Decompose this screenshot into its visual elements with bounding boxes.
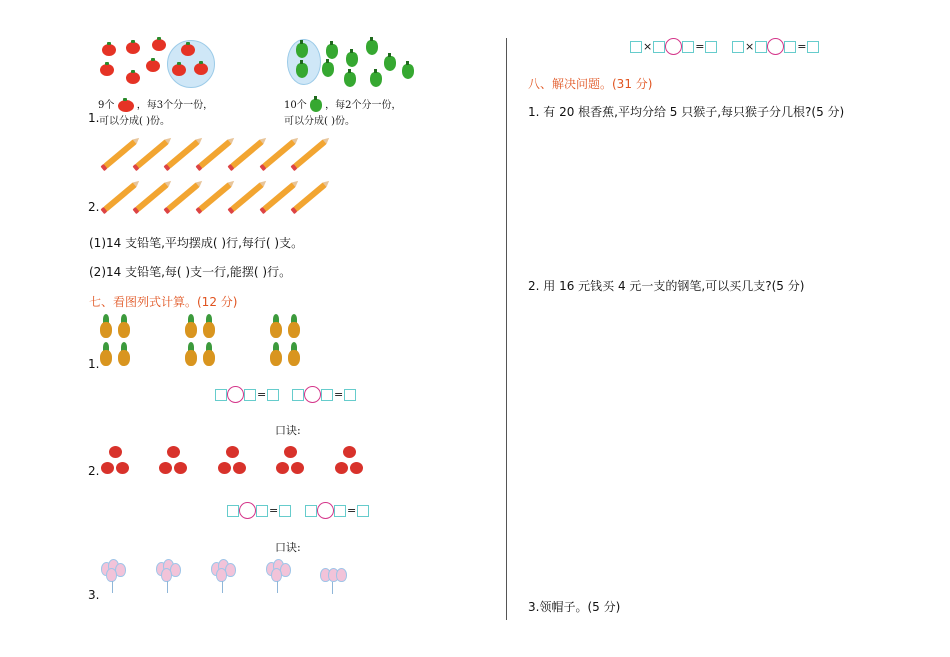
- pineapple-icon: [288, 342, 300, 366]
- equals-sign: =: [334, 388, 344, 401]
- pencil-icon: [166, 139, 200, 169]
- tomato-icon: [152, 39, 166, 51]
- pepper-icon: [384, 56, 396, 71]
- answer-box[interactable]: [630, 41, 642, 53]
- times-sign: ×: [643, 40, 653, 53]
- apple-icon: [350, 462, 363, 474]
- apple-icon: [167, 446, 180, 458]
- tomato-icon: [126, 72, 140, 84]
- pepper-icon: [346, 52, 358, 67]
- balloon-string: [277, 581, 278, 593]
- balloon-string: [222, 581, 223, 593]
- tomato-icon: [102, 44, 116, 56]
- pineapple-icon: [118, 314, 130, 338]
- answer-box[interactable]: [244, 389, 256, 401]
- right-q3: 3.领帽子。(5 分): [528, 600, 621, 614]
- balloon-string: [332, 582, 333, 594]
- pineapple-icon: [185, 342, 197, 366]
- balloon-figure: [98, 558, 358, 600]
- q1-text: 10个: [284, 100, 307, 111]
- answer-box[interactable]: [279, 505, 291, 517]
- tomato-icon: [194, 63, 208, 75]
- equals-sign: =: [257, 388, 267, 401]
- pencil-icon: [293, 182, 327, 212]
- answer-box[interactable]: [267, 389, 279, 401]
- apple-icon: [226, 446, 239, 458]
- answer-box[interactable]: [732, 41, 744, 53]
- apple-figure: [98, 444, 368, 478]
- answer-box[interactable]: [227, 505, 239, 517]
- apple-icon: [174, 462, 187, 474]
- pepper-icon: [370, 72, 382, 87]
- apple-icon: [116, 462, 129, 474]
- apple-icon: [233, 462, 246, 474]
- answer-box[interactable]: [705, 41, 717, 53]
- answer-box[interactable]: [305, 505, 317, 517]
- balloon-string: [112, 581, 113, 593]
- q2-number: 2.: [88, 200, 100, 214]
- pencil-icon: [103, 139, 137, 169]
- equation-row-2: [227, 502, 291, 519]
- p1-number: 1.: [88, 357, 100, 371]
- section7-title: 七、看图列式计算。(12 分): [89, 295, 238, 309]
- equation-row-1b: [292, 386, 356, 403]
- operator-circle[interactable]: [227, 386, 244, 403]
- p3-number: 3.: [88, 588, 100, 602]
- q1-number: 1.: [88, 111, 100, 125]
- apple-icon: [218, 462, 231, 474]
- tomato-icon: [181, 44, 195, 56]
- pepper-icon: [326, 44, 338, 59]
- answer-box[interactable]: [755, 41, 767, 53]
- pineapple-icon: [203, 342, 215, 366]
- tomato-icon: [118, 100, 134, 112]
- pineapple-icon: [100, 342, 112, 366]
- equation-row-top: [630, 38, 717, 55]
- q1-groupA-line1: [98, 96, 213, 112]
- pepper-icon: [344, 72, 356, 87]
- answer-box[interactable]: [256, 505, 268, 517]
- q2-sub1: (1)14 支铅笔,平均摆成( )行,每行( )支。: [89, 236, 304, 250]
- apple-icon: [109, 446, 122, 458]
- q1-text: ，每2个分一份，: [325, 100, 402, 111]
- q1-text: 9个: [98, 100, 115, 111]
- p2-number: 2.: [88, 464, 100, 478]
- pineapple-icon: [203, 314, 215, 338]
- pepper-icon: [322, 62, 334, 77]
- column-divider: [506, 38, 507, 620]
- pepper-icon: [366, 40, 378, 55]
- pencil-icon: [198, 182, 232, 212]
- equation-row-1: [215, 386, 279, 403]
- answer-box[interactable]: [321, 389, 333, 401]
- koujue-label-2: 口诀:: [275, 541, 301, 554]
- right-q1: 1. 有 20 根香蕉,平均分给 5 只猴子,每只猴子分几根?(5 分): [528, 105, 845, 119]
- pineapple-icon: [270, 342, 282, 366]
- q2-sub2: (2)14 支铅笔,每( )支一行,能摆( )行。: [89, 265, 292, 279]
- apple-icon: [159, 462, 172, 474]
- answer-box[interactable]: [784, 41, 796, 53]
- pepper-figure: [286, 36, 416, 94]
- equals-sign: =: [797, 40, 807, 53]
- balloon-icon: [216, 568, 227, 582]
- answer-box[interactable]: [682, 41, 694, 53]
- operator-circle[interactable]: [665, 38, 682, 55]
- pencil-icon: [230, 182, 264, 212]
- tomato-icon: [126, 42, 140, 54]
- answer-box[interactable]: [334, 505, 346, 517]
- answer-box[interactable]: [344, 389, 356, 401]
- pepper-icon: [296, 63, 308, 78]
- equation-row-top-b: [732, 38, 819, 55]
- pencil-icon: [198, 139, 232, 169]
- pepper-icon: [296, 43, 308, 58]
- answer-box[interactable]: [357, 505, 369, 517]
- pencil-icon: [230, 139, 264, 169]
- balloon-icon: [271, 568, 282, 582]
- q1-groupA-line2: 可以分成( )份。: [99, 116, 170, 127]
- balloon-icon: [106, 568, 117, 582]
- times-sign: ×: [745, 40, 755, 53]
- balloon-icon: [336, 568, 347, 582]
- koujue-label-1: 口诀:: [275, 424, 301, 437]
- pineapple-figure: [98, 314, 308, 368]
- section8-title: 八、解决问题。(31 分): [528, 77, 653, 91]
- tomato-icon: [146, 60, 160, 72]
- operator-circle[interactable]: [767, 38, 784, 55]
- operator-circle[interactable]: [317, 502, 334, 519]
- pineapple-icon: [288, 314, 300, 338]
- pencil-icon: [103, 182, 137, 212]
- answer-box[interactable]: [653, 41, 665, 53]
- tomato-figure: [98, 36, 218, 94]
- answer-box[interactable]: [292, 389, 304, 401]
- apple-icon: [291, 462, 304, 474]
- operator-circle[interactable]: [304, 386, 321, 403]
- answer-box[interactable]: [807, 41, 819, 53]
- tomato-icon: [100, 64, 114, 76]
- operator-circle[interactable]: [239, 502, 256, 519]
- balloon-string: [167, 581, 168, 593]
- pepper-icon: [310, 99, 322, 112]
- pencil-icon: [293, 139, 327, 169]
- pineapple-icon: [118, 342, 130, 366]
- pineapple-icon: [100, 314, 112, 338]
- q1-groupB-line1: [284, 96, 401, 112]
- right-q2: 2. 用 16 元钱买 4 元一支的钢笔,可以买几支?(5 分): [528, 279, 805, 293]
- equation-row-2b: [305, 502, 369, 519]
- apple-icon: [284, 446, 297, 458]
- tomato-icon: [172, 64, 186, 76]
- equals-sign: =: [347, 504, 357, 517]
- equals-sign: =: [695, 40, 705, 53]
- pineapple-icon: [185, 314, 197, 338]
- q1-text: ，每3个分一份，: [136, 100, 214, 111]
- pencil-icon: [166, 182, 200, 212]
- answer-box[interactable]: [215, 389, 227, 401]
- apple-icon: [276, 462, 289, 474]
- equals-sign: =: [269, 504, 279, 517]
- apple-icon: [335, 462, 348, 474]
- apple-icon: [343, 446, 356, 458]
- apple-icon: [101, 462, 114, 474]
- pepper-icon: [402, 64, 414, 79]
- pencil-figure: [96, 136, 326, 216]
- pineapple-icon: [270, 314, 282, 338]
- balloon-icon: [161, 568, 172, 582]
- q1-groupB-line2: 可以分成( )份。: [284, 116, 355, 127]
